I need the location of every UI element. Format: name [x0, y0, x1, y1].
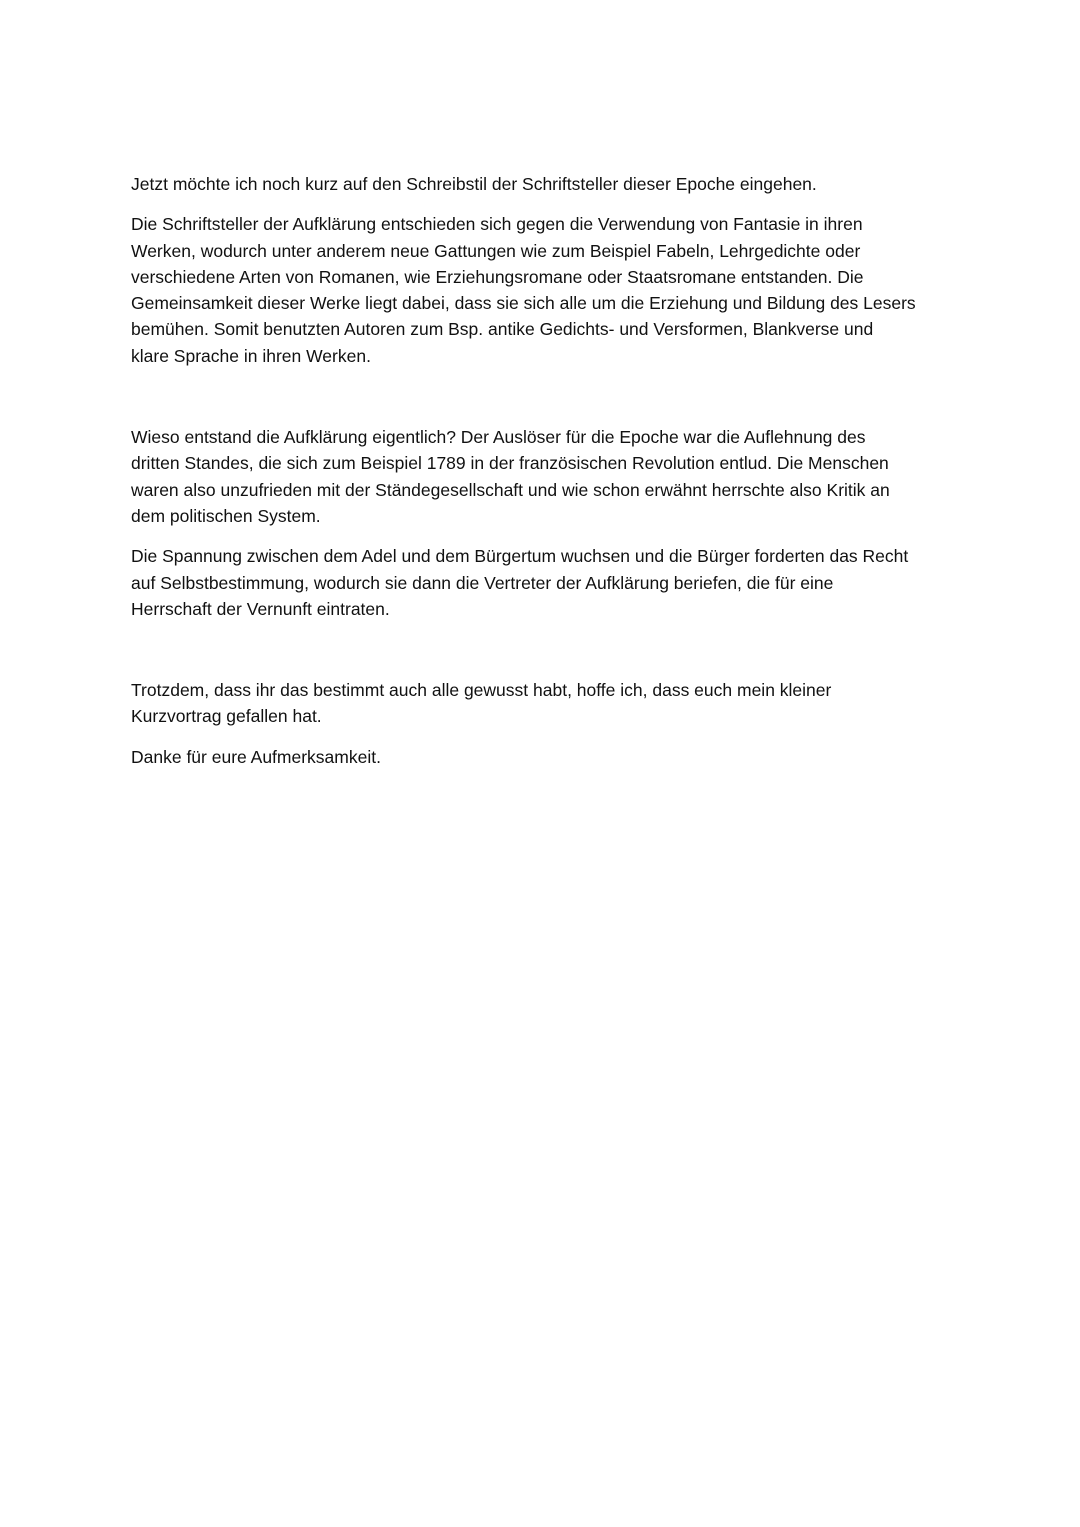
paragraph-tension: [131, 543, 951, 622]
text-line: Werken, wodurch unter anderem neue Gattungen wie zum Beispiel Fabeln, Lehrgedichte oder: [131, 240, 861, 261]
text-line: Kurzvortrag gefallen hat.: [131, 706, 322, 727]
paragraph-thanks: [131, 744, 951, 770]
document-body: [131, 171, 951, 770]
text-line: dem politischen System.: [131, 505, 321, 526]
paragraph-closing: [131, 677, 951, 730]
text-line: dritten Standes, die sich zum Beispiel 1789 in der französischen Revolution entlud. Die Menschen: [131, 453, 889, 474]
paragraph-writing-style-intro: [131, 171, 951, 197]
text-line: Die Spannung zwischen dem Adel und dem Bürgertum wuchsen und die Bürger forderten das Recht: [131, 546, 909, 567]
paragraph-origin: [131, 424, 951, 529]
text-line: waren also unzufrieden mit der Ständegesellschaft und wie schon erwähnt herrschte also Kritik an: [131, 479, 890, 500]
text-line: Gemeinsamkeit dieser Werke liegt dabei, dass sie sich alle um die Erziehung und Bildung des Lesers: [131, 293, 916, 314]
text-line: verschiedene Arten von Romanen, wie Erziehungsromane oder Staatsromane entstanden. Die: [131, 266, 864, 287]
text-line: Jetzt möchte ich noch kurz auf den Schreibstil der Schriftsteller dieser Epoche eingehen.: [131, 174, 817, 194]
paragraph-writing-style: [131, 211, 951, 369]
text-line: Danke für eure Aufmerksamkeit.: [131, 746, 381, 767]
text-line: Herrschaft der Vernunft eintraten.: [131, 598, 390, 619]
text-line: Wieso entstand die Aufklärung eigentlich? Der Auslöser für die Epoche war die Auflehnung des: [131, 427, 866, 448]
text-line: Trotzdem, dass ihr das bestimmt auch alle gewusst habt, hoffe ich, dass euch mein kleiner: [131, 680, 832, 701]
text-line: auf Selbstbestimmung, wodurch sie dann die Vertreter der Aufklärung beriefen, die für eine: [131, 572, 834, 593]
text-line: Die Schriftsteller der Aufklärung entschieden sich gegen die Verwendung von Fantasie in ihren: [131, 214, 863, 235]
text-line: klare Sprache in ihren Werken.: [131, 345, 371, 366]
text-line: bemühen. Somit benutzten Autoren zum Bsp. antike Gedichts- und Versformen, Blankverse und: [131, 319, 874, 340]
